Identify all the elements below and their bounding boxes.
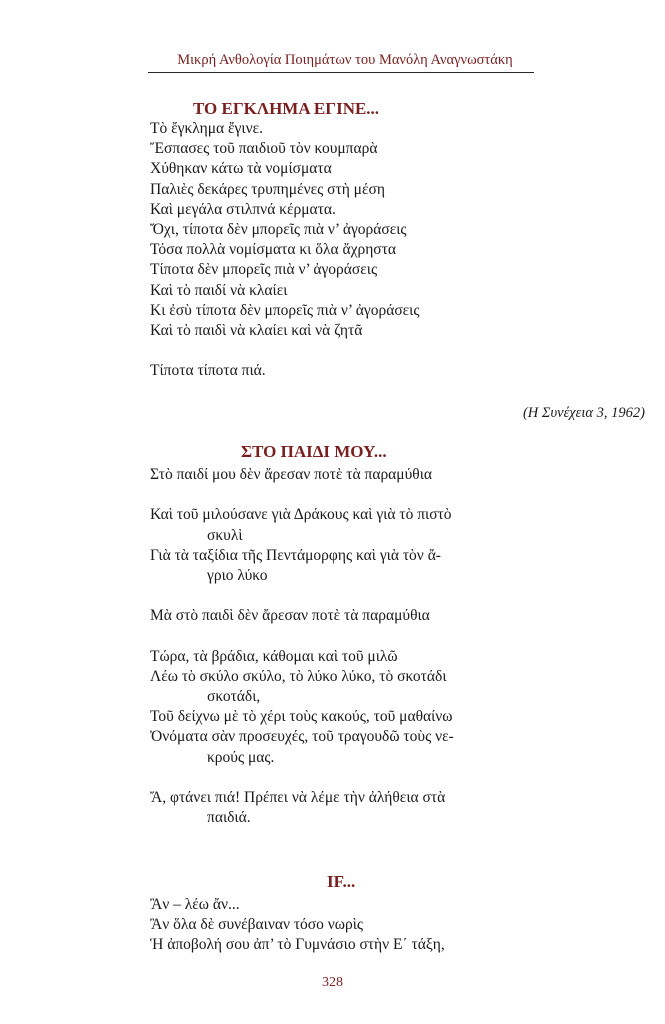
stanza-break [150, 586, 454, 606]
poem-title-3: IF... [327, 872, 356, 891]
poem-line-continuation: γριο λύκο [207, 566, 268, 584]
poem-line-continuation: σκυλὶ [207, 526, 243, 544]
poem-line: Καὶ τοῦ μιλούσανε γιὰ Δράκους καὶ γιὰ τὸ πιστὸ [150, 506, 452, 524]
poem-line-continuation: σκοτάδι, [207, 688, 261, 706]
poem-line: Γιὰ τὰ ταξίδια τῆς Πεντάμορφης καὶ γιὰ τὸν ἄ- [150, 546, 441, 564]
poem-title-1: ΤΟ ΕΓΚΛΗΜΑ ΕΓΙΝΕ... [193, 99, 380, 118]
poem-line: Ἄ, φτάνει πιά! Πρέπει νὰ λέμε τὴν ἀλήθεια στὰ [150, 789, 446, 806]
poem-line: Τώρα, τὰ βράδια, κάθομαι καὶ τοῦ μιλῶ [150, 647, 398, 665]
poem-body-3 [150, 895, 445, 956]
poem-line: Καὶ τὸ παιδὶ νὰ κλαίει καὶ νὰ ζητᾶ [150, 321, 363, 339]
poem-line: Ἂν – λέω ἄν... [150, 896, 240, 913]
header-rule [148, 72, 534, 73]
poem-title-2: ΣΤΟ ΠΑΙΔΙ ΜΟΥ... [241, 442, 387, 461]
poem-line: Ὀνόματα σὰν προσευχές, τοῦ τραγουδῶ τοὺς νε- [150, 728, 454, 746]
poem-body-1 [150, 119, 420, 381]
stanza-break [150, 627, 454, 647]
stanza-break [150, 341, 420, 361]
poem-line: Τοῦ δείχνω μὲ τὸ χέρι τοὺς κακούς, τοῦ μαθαίνω [150, 708, 453, 726]
poem-line: Ἡ ἀποβολή σου ἀπ’ τὸ Γυμνάσιο στὴν Ε΄ τάξη, [150, 936, 445, 954]
poem-line: Κι ἐσὺ τίποτα δὲν μπορεῖς πιὰ ν’ ἀγοράσεις [150, 301, 420, 319]
running-header: Μικρή Ανθολογία Ποιημάτων του Μανόλη Αναγνωστάκη [177, 52, 513, 68]
poem-source: (Η Συνέχεια 3, 1962) [522, 405, 645, 421]
page-number: 328 [322, 975, 343, 990]
poem-line-continuation: κρούς μας. [207, 748, 275, 766]
poem-body-2 [150, 465, 454, 828]
stanza-break [150, 485, 454, 505]
poem-line: Καὶ τὸ παιδί νὰ κλαίει [150, 281, 288, 299]
poem-line: Ἂν ὅλα δὲ συνέβαιναν τόσο νωρὶς [150, 916, 364, 934]
poem-line: Τὸ ἔγκλημα ἔγινε. [150, 120, 263, 137]
poem-line: Ἔσπασες τοῦ παιδιοῦ τὸν κουμπαρὰ [150, 140, 378, 158]
poem-line: Ὄχι, τίποτα δὲν μπορεῖς πιὰ ν’ ἀγοράσεις [150, 220, 407, 238]
poem-line: Τίποτα δὲν μπορεῖς πιὰ ν’ ἀγοράσεις [150, 261, 378, 279]
poem-line: Τόσα πολλὰ νομίσματα κι ὅλα ἄχρηστα [150, 241, 397, 259]
poem-line: Καὶ μεγάλα στιλπνά κέρματα. [150, 200, 336, 218]
poem-line: Μὰ στὸ παιδὶ δὲν ἄρεσαν ποτὲ τὰ παραμύθια [150, 607, 430, 625]
poem-line: Λέω τὸ σκύλο σκύλο, τὸ λύκο λύκο, τὸ σκοτάδι [150, 667, 447, 685]
poem-line: Χύθηκαν κάτω τὰ νομίσματα [150, 160, 332, 178]
poem-line: Τίποτα τίποτα πιά. [150, 362, 266, 380]
poem-line: Στὸ παιδί μου δὲν ἄρεσαν ποτὲ τὰ παραμύθια [150, 466, 433, 483]
poem-line: Παλιὲς δεκάρες τρυπημένες στὴ μέση [150, 180, 385, 198]
stanza-break [150, 768, 454, 788]
poem-line-continuation: παιδιά. [207, 809, 251, 827]
